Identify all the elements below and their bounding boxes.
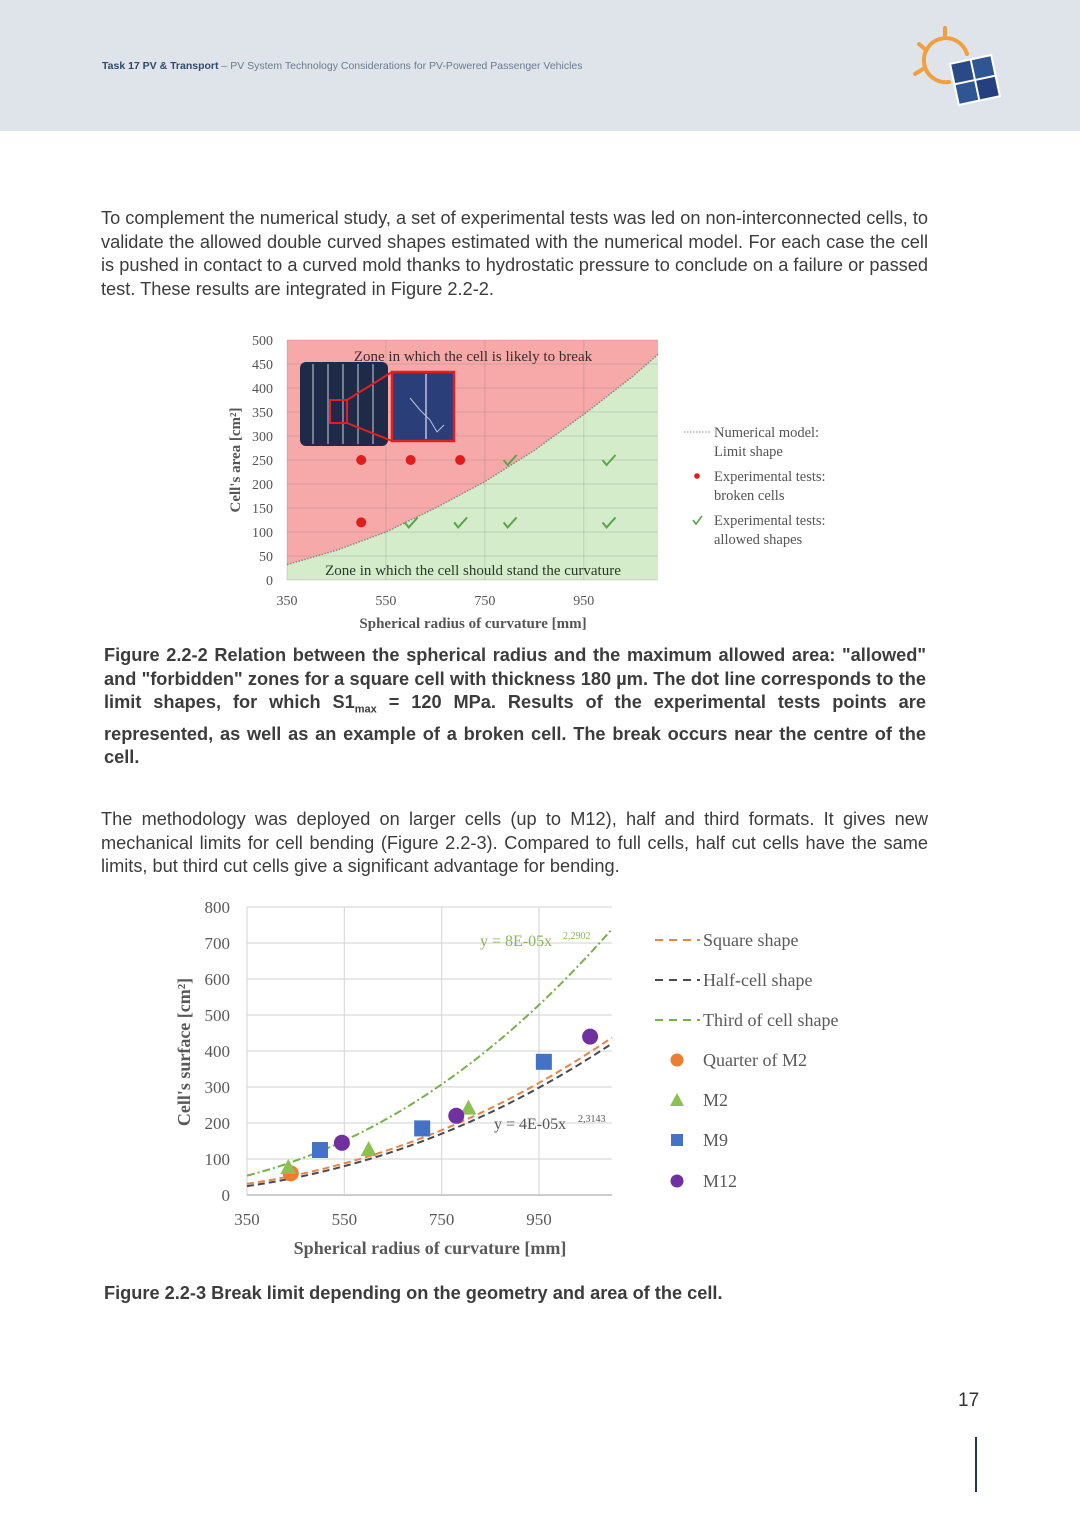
legend-label: Quarter of M2 — [703, 1050, 807, 1070]
y-tick-label: 100 — [204, 1150, 230, 1169]
broken-cell-point — [356, 517, 366, 527]
x-tick-label: 550 — [331, 1210, 358, 1229]
legend-label: M12 — [703, 1171, 738, 1191]
broken-cell-point — [356, 455, 366, 465]
y-tick-label: 300 — [252, 430, 273, 445]
y-tick-label: 0 — [221, 1186, 230, 1205]
x-axis-label: Spherical radius of curvature [mm] — [293, 1238, 567, 1258]
legend-label: Experimental tests: — [714, 513, 826, 529]
y-tick-label: 200 — [252, 478, 273, 493]
legend-label: Third of cell shape — [703, 1010, 839, 1030]
point-m12 — [334, 1135, 350, 1151]
x-tick-label: 550 — [375, 594, 397, 609]
broken-cell-photo — [300, 362, 454, 446]
y-tick-label: 50 — [259, 550, 273, 565]
y-tick-label: 150 — [252, 502, 273, 517]
y-tick-label: 450 — [252, 358, 273, 373]
x-tick-label: 750 — [428, 1210, 455, 1229]
chart1-legend — [684, 425, 826, 548]
caption-text-b: = 120 MPa. Results of the experimental tests points are represented, as well as an example of a broken cell. The break occurs near the centre of the cell. — [104, 692, 926, 768]
equation-third: y = 8E-05x — [480, 933, 553, 950]
legend-label: M2 — [703, 1090, 729, 1110]
broken-cell-point — [406, 455, 416, 465]
legend-label: M9 — [703, 1130, 729, 1150]
y-tick-label: 500 — [204, 1006, 230, 1025]
legend-label: broken cells — [714, 488, 785, 504]
point-m9 — [536, 1054, 552, 1070]
sun-solar-panel-icon — [905, 22, 1005, 112]
y-tick-label: 250 — [252, 454, 273, 469]
forbidden-zone-label: Zone in which the cell is likely to break — [353, 349, 593, 365]
y-tick-label: 200 — [204, 1114, 230, 1133]
legend-label: Limit shape — [714, 444, 783, 460]
point-m12 — [448, 1108, 464, 1124]
x-axis-label: Spherical radius of curvature [mm] — [359, 616, 587, 632]
equation-square-exponent: 2,3143 — [578, 1114, 606, 1125]
y-tick-label: 600 — [204, 970, 230, 989]
equation-third-exponent: 2,2902 — [563, 931, 591, 942]
y-axis-label: Cell's area [cm²] — [228, 407, 244, 513]
x-tick-label: 750 — [474, 594, 496, 609]
y-tick-label: 0 — [266, 574, 273, 589]
x-tick-label: 350 — [276, 594, 298, 609]
y-tick-label: 400 — [252, 382, 273, 397]
page-marker-bar — [975, 1437, 977, 1492]
point-m2 — [361, 1141, 377, 1156]
broken-cell-point — [455, 455, 465, 465]
allowed-zone-label: Zone in which the cell should stand the curvature — [325, 563, 621, 579]
legend-label: Numerical model: — [714, 425, 820, 441]
figure-caption-2-2-2 — [104, 644, 926, 770]
legend-label: Half-cell shape — [703, 970, 813, 990]
point-m12 — [582, 1029, 598, 1045]
header-title-rest: – PV System Technology Considerations for PV-Powered Passenger Vehicles — [218, 60, 583, 72]
page-number: 17 — [958, 1390, 980, 1411]
y-tick-label: 700 — [204, 934, 230, 953]
figure-caption-2-2-3: Figure 2.2-3 Break limit depending on the geometry and area of the cell. — [104, 1283, 723, 1303]
point-m9 — [414, 1120, 430, 1136]
equation-square: y = 4E-05x — [494, 1116, 567, 1133]
caption-subscript: max — [354, 704, 377, 717]
point-m9 — [312, 1142, 328, 1158]
header-title-bold: Task 17 PV & Transport — [102, 60, 219, 72]
legend-label: Experimental tests: — [714, 469, 826, 485]
x-tick-label: 950 — [573, 594, 595, 609]
chart-break-limit — [165, 890, 885, 1265]
y-tick-label: 100 — [252, 526, 273, 541]
y-tick-label: 500 — [252, 334, 273, 349]
y-tick-label: 300 — [204, 1078, 230, 1097]
x-tick-label: 950 — [526, 1210, 552, 1229]
chart2-legend — [655, 930, 838, 1191]
body-paragraph-2: The methodology was deployed on larger cells (up to M12), half and third formats. It gives new mechanical limits for cell bending (Figure 2.2-3). Compared to full cells, half cut cells have the same limits, but third cut cells give a significant advantage for bending. — [101, 809, 928, 877]
running-header — [102, 60, 583, 72]
trendline-square-shape — [247, 1038, 612, 1184]
legend-label: allowed shapes — [714, 532, 803, 548]
x-tick-label: 350 — [234, 1210, 260, 1229]
page-header — [0, 0, 1080, 131]
trendline-half-cell-shape — [247, 1044, 612, 1187]
chart-area-vs-radius — [220, 330, 880, 640]
legend-label: Square shape — [703, 930, 799, 950]
y-tick-label: 800 — [204, 898, 230, 917]
y-axis-label: Cell's surface [cm²] — [174, 977, 194, 1127]
y-tick-label: 350 — [252, 406, 273, 421]
body-paragraph-1: To complement the numerical study, a set of experimental tests was led on non-interconnected cells, to validate the allowed double curved shapes estimated with the numerical model. For each case the cell is pushed in contact to a curved mold thanks to hydrostatic pressure to conclude on a failure or passed test. These results are integrated in Figure 2.2-2. — [101, 208, 928, 300]
y-tick-label: 400 — [204, 1042, 230, 1061]
caption-text-a: Figure 2.2-2 Relation between the spherical radius and the maximum allowed area: "allowed" and "forbidden" zones for a square cell with thickness 180 µm. The dot line corresponds to the limit shapes, for which S1 — [104, 645, 926, 713]
